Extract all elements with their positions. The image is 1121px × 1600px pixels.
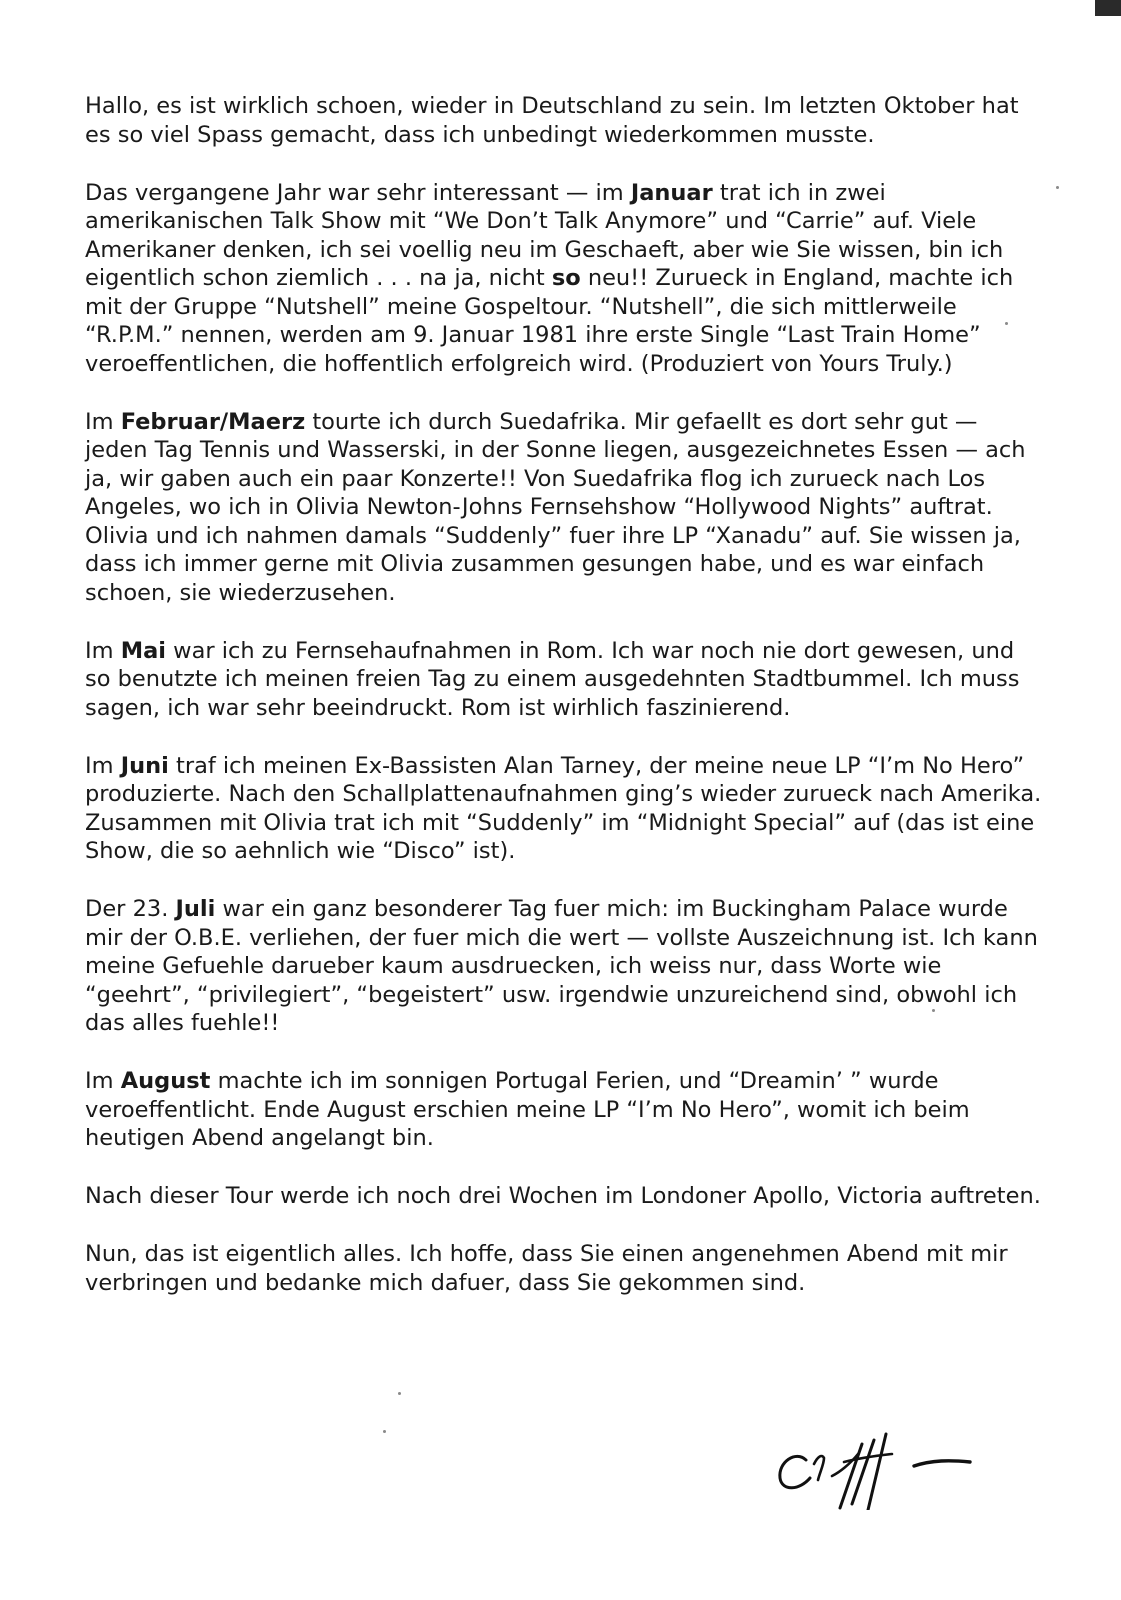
letter-paragraph: [85, 92, 1043, 149]
letter-paragraph: [85, 637, 1043, 723]
paragraph-text: tourte ich durch Suedafrika. Mir gefaellt es dort sehr gut — jeden Tag Tennis und Wasserski, in der Sonne liegen, ausgezeichnetes Essen — ach ja, wir gaben auch ein paar Konzerte!! Von Suedafrika flog ich zurueck nach Los Angeles, wo ich in Olivia Newton-Johns Fernsehshow “Hollywood Nights” auftrat. Olivia und ich nahmen damals “Suddenly” fuer ihre LP “Xanadu” auf. Sie wissen ja, dass ich immer gerne mit Olivia zusammen gesungen habe, und es war einfach schoen, sie wiederzusehen.: [85, 408, 1026, 606]
letter-paragraph: [85, 1067, 1043, 1153]
paragraph-text: Im: [85, 637, 121, 664]
emphasized-text: Februar/Maerz: [120, 408, 306, 435]
paragraph-text: Das vergangene Jahr war sehr interessant — im: [85, 179, 631, 206]
letter-paragraph: [85, 408, 1043, 608]
signature: [774, 1424, 1014, 1510]
paragraph-text: Im: [85, 408, 121, 435]
paragraph-text: war ein ganz besonderer Tag fuer mich: im Buckingham Palace wurde mir der O.B.E. verliehen, der fuer mich die wert — vollste Auszeichnung ist. Ich kann meine Gefuehle darueber kaum ausdruecken, ich weiss nur, dass Worte wie “geehrt”, “privilegiert”, “begeistert” usw. irgendwie unzureichend sind, obwohl ich das alles fuehle!!: [85, 896, 1038, 1036]
letter-paragraph: [85, 1182, 1043, 1211]
paragraph-text: traf ich meinen Ex-Bassisten Alan Tarney, der meine neue LP “I’m No Hero” produzierte. Nach den Schallplattenaufnahmen ging’s wieder zurueck nach Amerika. Zusammen mit Olivia trat ich mit “Suddenly” im “Midnight Special” auf (das ist eine Show, die so aehnlich wie “Disco” ist).: [85, 752, 1042, 864]
emphasized-text: August: [120, 1068, 211, 1094]
paragraph-text: Im: [85, 752, 121, 779]
paper-speck: [383, 1430, 386, 1433]
letter-paragraph: [85, 752, 1043, 866]
paragraph-text: trat ich in zwei amerikanischen Talk Show mit “We Don’t Talk Anymore” und “Carrie” auf. Viele Amerikaner denken, ich sei voellig neu im Geschaeft, aber wie Sie wissen, bin ich eigentlich schon ziemlich . . . na ja, nicht: [85, 179, 1004, 291]
emphasized-text: so: [551, 265, 581, 291]
emphasized-text: Januar: [630, 179, 713, 206]
paragraph-text: war ich zu Fernsehaufnahmen in Rom. Ich war noch nie dort gewesen, und so benutzte ich meinen freien Tag zu einem ausgedehnten Stadtbummel. Ich muss sagen, ich war sehr beeindruckt. Rom ist wirhlich faszinierend.: [85, 637, 1020, 721]
paper-speck: [1056, 186, 1059, 189]
letter-paragraph: [85, 895, 1043, 1038]
emphasized-text: Mai: [120, 637, 167, 664]
paragraph-text: Im: [85, 1068, 121, 1094]
paragraph-text: Der 23.: [85, 896, 176, 922]
emphasized-text: Juli: [175, 896, 216, 922]
letter-body: [85, 92, 1043, 1327]
paragraph-text: machte ich im sonnigen Portugal Ferien, und “Dreamin’ ” wurde veroeffentlicht. Ende August erschien meine LP “I’m No Hero”, womit ich beim heutigen Abend angelangt bin.: [85, 1068, 970, 1151]
paper-speck: [398, 1392, 401, 1395]
page-corner-shadow: [1095, 0, 1121, 16]
paragraph-text: Hallo, es ist wirklich schoen, wieder in Deutschland zu sein. Im letzten Oktober hat es so viel Spass gemacht, dass ich unbedingt wiederkommen musste.: [85, 93, 1019, 148]
letter-paragraph: [85, 1240, 1043, 1297]
emphasized-text: Juni: [120, 752, 169, 779]
paragraph-text: Nach dieser Tour werde ich noch drei Wochen im Londoner Apollo, Victoria auftreten.: [85, 1183, 1041, 1209]
letter-paragraph: [85, 179, 1043, 379]
paragraph-text: neu!! Zurueck in England, machte ich mit der Gruppe “Nutshell” meine Gospeltour. “Nutshell”, die sich mittlerweile “R.P.M.” nennen, werden am 9. Januar 1981 ihre erste Single “Last Train Home” veroeffentlichen, die hoffentlich erfolgreich wird. (Produziert von Yours Truly.): [85, 265, 1014, 377]
paragraph-text: Nun, das ist eigentlich alles. Ich hoffe, dass Sie einen angenehmen Abend mit mir verbringen und bedanke mich dafuer, dass Sie gekommen sind.: [85, 1241, 1008, 1296]
